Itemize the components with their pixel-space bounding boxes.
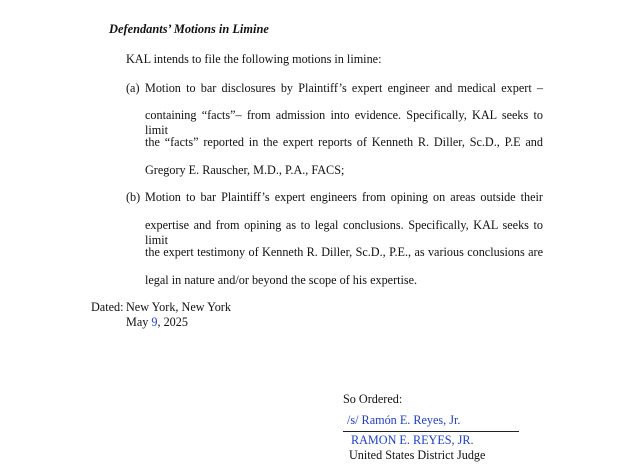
- dated-city: New York, New York: [126, 300, 231, 314]
- section-heading: Defendants’ Motions in Limine: [109, 22, 269, 36]
- motion-label: (b): [126, 190, 141, 204]
- motion-text-line: the “facts” reported in the expert reports of Kenneth R. Diller, Sc.D., P.E and: [145, 135, 543, 149]
- motion-text-line: Gregory E. Rauscher, M.D., P.A., FACS;: [145, 163, 345, 177]
- so-ordered-label: So Ordered:: [343, 392, 403, 406]
- date-month: May: [126, 315, 149, 329]
- dated-date: [126, 315, 188, 330]
- date-day: 9: [151, 315, 158, 329]
- motion-text-line: Motion to bar Plaintiff’s expert engineers from opining on areas outside their: [145, 190, 543, 204]
- judge-name: RAMON E. REYES, JR.: [351, 433, 474, 447]
- intro-paragraph: KAL intends to file the following motions in limine:: [126, 52, 382, 66]
- motion-text-line: Motion to bar disclosures by Plaintiff’s expert engineer and medical expert –: [145, 81, 543, 95]
- electronic-signature: /s/ Ramón E. Reyes, Jr.: [347, 413, 461, 427]
- motion-text-line: the expert testimony of Kenneth R. Diller, Sc.D., P.E., as various conclusions are: [145, 245, 543, 259]
- judge-title: United States District Judge: [349, 448, 486, 462]
- dated-label: Dated:: [91, 300, 124, 314]
- motion-label: (a): [126, 81, 140, 95]
- signature-line: [343, 431, 519, 432]
- date-year: , 2025: [157, 315, 188, 329]
- motion-text-line: containing “facts”– from admission into evidence. Specifically, KAL seeks to limit: [145, 108, 543, 137]
- motion-text-line: legal in nature and/or beyond the scope of his expertise.: [145, 273, 418, 287]
- motion-text-line: expertise and from opining as to legal conclusions. Specifically, KAL seeks to limit: [145, 218, 543, 247]
